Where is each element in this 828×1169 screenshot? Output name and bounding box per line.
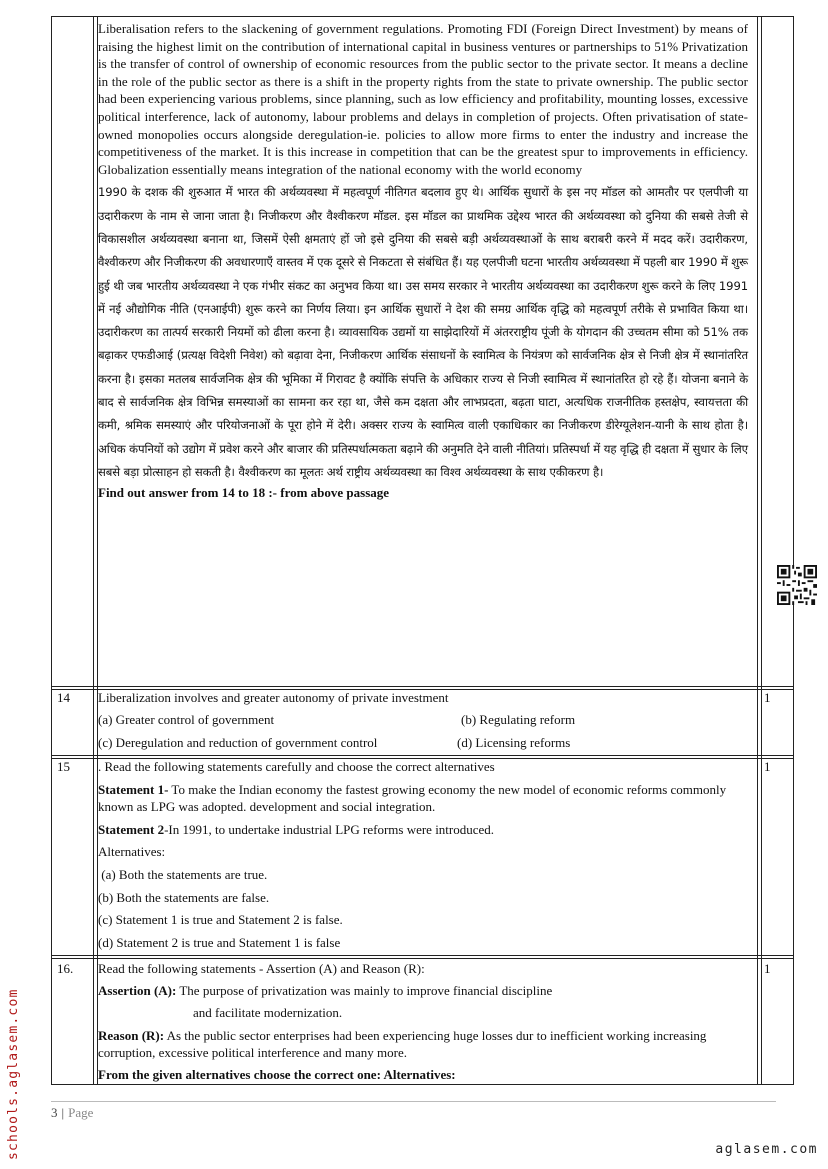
- reason-label: Reason (R):: [98, 1027, 165, 1043]
- page-label: Page: [68, 1105, 94, 1120]
- table-divider: [761, 17, 762, 1084]
- passage-english: Liberalisation refers to the slackening of government regulations. Promoting FDI (Foreign Direct Investment) by means of raising the highest limit on the contribution of international capital in business ventures or partnerships to 51% Privatization is the transfer of control of ownership of economic resources from the public sector to the private sector. It means a decline in the role of the public sector as there is a shift in the property rights from the state to private ownership. The public sector had been experiencing various problems, since planning, such as low efficiency and profitability, mounting losses, excessive political interference, lack of autonomy, labour problems and delays in completion of projects. Often privatisation of state-owned monopolies occurs alongside deregulation-ie. policies to allow more firms to enter the industry and increase the competitiveness of the market. It is this increase in competition that can be the greatest spur to improvements in efficiency. Globalization essentially means integration of the national economy with the world economy: [98, 21, 748, 177]
- passage-instruction: Find out answer from 14 to 18 :- from above passage: [98, 485, 390, 501]
- option-d: (d) Licensing reforms: [457, 735, 571, 750]
- question-15-text: . Read the following statements carefully and choose the correct alternatives: [98, 759, 495, 774]
- bottom-watermark: aglasem.com: [715, 1142, 818, 1157]
- table-divider: [93, 17, 94, 1084]
- alternatives-label: Alternatives:: [98, 844, 166, 860]
- reason-text: As the public sector enterprises had been experiencing huge losses dur to inefficient working increasing corruption, excessive political interference and many more.: [98, 1027, 707, 1061]
- table-divider: [52, 955, 793, 956]
- table-divider: [52, 686, 793, 687]
- statement-1-text: To make the Indian economy the fastest growing economy the new model of economic reforms commonly known as LPG was adopted. development and social integration.: [98, 781, 727, 815]
- question-number: 16.: [57, 961, 74, 976]
- option-a: (a) Greater control of government: [98, 712, 275, 727]
- assertion-text: The purpose of privatization was mainly to improve financial discipline: [176, 982, 553, 998]
- assertion-label: Assertion (A):: [98, 982, 177, 998]
- question-marks: 1: [764, 759, 771, 774]
- question-marks: 1: [764, 690, 771, 705]
- page-number: 3: [51, 1105, 58, 1120]
- option-b: (b) Regulating reform: [461, 712, 576, 727]
- question-number: 14: [57, 690, 70, 705]
- option-a: (a) Both the statements are true.: [98, 866, 268, 882]
- qr-code-icon: [777, 565, 817, 605]
- question-14-text: Liberalization involves and greater autonomy of private investment: [98, 690, 449, 705]
- option-c: (c) Deregulation and reduction of government control: [98, 735, 378, 750]
- page-footer: [51, 1105, 93, 1121]
- question-number: 15: [57, 759, 70, 774]
- option-d: (d) Statement 2 is true and Statement 1 is false: [98, 934, 341, 950]
- statement-2-label: Statement 2: [98, 821, 165, 837]
- choose-instruction: From the given alternatives choose the correct one: Alternatives:: [98, 1066, 456, 1082]
- table-divider: [52, 958, 793, 959]
- footer-divider: [51, 1101, 776, 1102]
- passage-hindi: 1990 के दशक की शुरुआत में भारत की अर्थव्यवस्था में महत्वपूर्ण नीतिगत बदलाव हुए थे। आर्थिक सुधारों के इस नए मॉडल को आमतौर पर एलपीजी या उदारीकरण के नाम से जाना जाता है। निजीकरण और वैश्वीकरण मॉडल. इस मॉडल का प्राथमिक उद्देश्य भारत की अर्थव्यवस्था को दुनिया की सबसे तेजी से विकासशील अर्थव्यवस्था बनाना था, जिसमें ऐसी क्षमताएं हों जो इसे दुनिया की सबसे बड़ी अर्थव्यवस्थाओं के साथ बराबरी करने में मदद करें। उदारीकरण, वैश्वीकरण और निजीकरण की अवधारणाएँ वास्तव में एक दूसरे से निकटता से संबंधित हैं। यह एलपीजी घटना भारतीय अर्थव्यवस्था में पहली बार 1990 में शुरू हुई थी जब भारतीय अर्थव्यवस्था ने एक गंभीर संकट का अनुभव किया था। उस समय सरकार ने भारतीय अर्थव्यवस्था का उदारीकरण शुरू करने के लिए 1991 में नई औद्योगिक नीति (एनआईपी) शुरू करने का निर्णय लिया। इन आर्थिक सुधारों ने देश की समग्र आर्थिक वृद्धि को महत्वपूर्ण तरीके से प्रभावित किया था। उदारीकरण का तात्पर्य सरकारी नियमों को ढीला करना है। व्यावसायिक उद्यमों या साझेदारियों में अंतरराष्ट्रीय पूंजी के योगदान की उच्चतम सीमा को 51% तक बढ़ाकर एफडीआई (प्रत्यक्ष विदेशी निवेश) को बढ़ावा देना, निजीकरण आर्थिक संसाधनों के स्वामित्व के नियंत्रण को सार्वजनिक क्षेत्र से निजी क्षेत्र में स्थानांतरित करना है। इसका मतलब सार्वजनिक क्षेत्र की भूमिका में गिरावट है क्योंकि संपत्ति के अधिकार राज्य से निजी स्वामित्व में स्थानांतरित हो रहे हैं। योजना बनाने के बाद से सार्वजनिक क्षेत्र विभिन्न समस्याओं का सामना कर रहा था, जैसे कम दक्षता और लाभप्रदता, बढ़ता घाटा, अत्यधिक राजनीतिक हस्तक्षेप, स्वायत्तता की कमी, श्रमिक समस्याएं और परियोजनाओं के पूरा होने में देरी। अक्सर राज्य के स्वामित्व वाली एकाधिकार का निजीकरण डीरेग्यूलेशन-यानी के साथ होता है। अधिक कंपनियों को उद्योग में प्रवेश करने और बाजार की प्रतिस्पर्धात्मकता बढ़ाने की अनुमति देने वाली नीतियां। प्रतिस्पर्धा में यह वृद्धि ही दक्षता में सुधार के लिए सबसे बड़ा प्रोत्साहन हो सकती है। वैश्वीकरण का मूलतः अर्थ राष्ट्रीय अर्थव्यवस्था का विश्व अर्थव्यवस्था के साथ एकीकरण है।: [98, 185, 748, 479]
- question-marks: 1: [764, 961, 771, 976]
- footer-separator: |: [61, 1105, 65, 1120]
- passage: [98, 20, 748, 501]
- assertion: [98, 982, 748, 1000]
- reason: [98, 1027, 748, 1062]
- statement-2: [98, 821, 748, 839]
- side-watermark: schools.aglasem.com: [6, 988, 21, 1160]
- question-15: [98, 758, 748, 951]
- statement-2-text: -In 1991, to undertake industrial LPG reforms were introduced.: [164, 821, 495, 837]
- option-b: (b) Both the statements are false.: [98, 889, 270, 905]
- question-16: [98, 960, 748, 1084]
- question-16-text: Read the following statements - Assertion (A) and Reason (R):: [98, 961, 425, 976]
- assertion-text-continued: and facilitate modernization.: [193, 1005, 343, 1021]
- option-c: (c) Statement 1 is true and Statement 2 is false.: [98, 912, 343, 928]
- statement-1-label: Statement 1-: [98, 781, 169, 797]
- statement-1: [98, 781, 748, 816]
- table-divider: [52, 755, 793, 756]
- table-divider: [757, 17, 758, 1084]
